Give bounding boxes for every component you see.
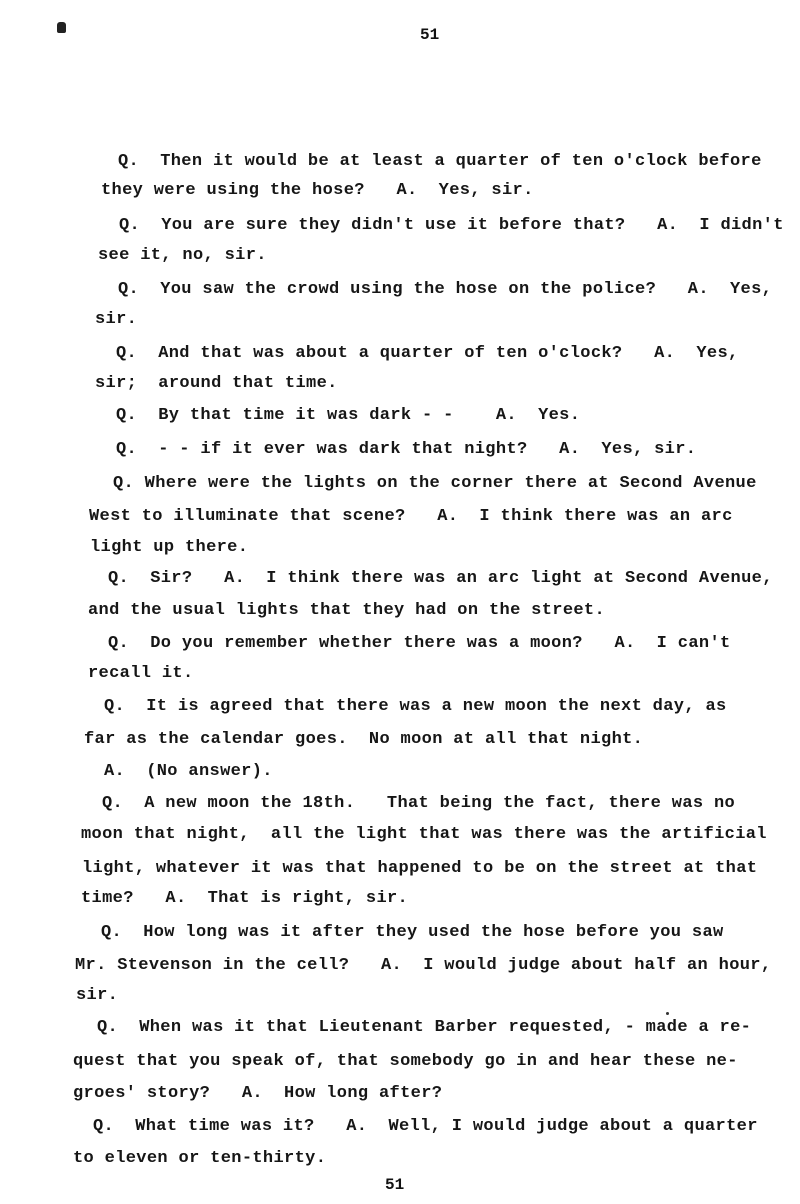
transcript-line: Q. What time was it? A. Well, I would judge about a quarter xyxy=(93,1117,758,1136)
transcript-line: Q. Do you remember whether there was a moon? A. I can't xyxy=(108,634,731,653)
transcript-line: Q. You saw the crowd using the hose on the police? A. Yes, xyxy=(118,280,773,299)
transcript-line: and the usual lights that they had on the street. xyxy=(88,601,606,620)
transcript-line: recall it. xyxy=(88,664,194,683)
transcript-line: light up there. xyxy=(90,538,249,557)
transcript-line: see it, no, sir. xyxy=(98,246,267,265)
transcript-line: Q. You are sure they didn't use it before that? A. I didn't xyxy=(119,216,784,235)
transcript-line: Q. By that time it was dark - - A. Yes. xyxy=(116,406,581,425)
transcript-line: Mr. Stevenson in the cell? A. I would judge about half an hour, xyxy=(75,956,772,975)
transcript-line: Q. A new moon the 18th. That being the fact, there was no xyxy=(102,794,736,813)
ink-speck xyxy=(666,1012,669,1015)
transcript-line: Q. - - if it ever was dark that night? A. Yes, sir. xyxy=(116,440,697,459)
transcript-line: sir; around that time. xyxy=(95,374,338,393)
transcript-line: they were using the hose? A. Yes, sir. xyxy=(101,181,534,200)
transcript-line: Q. When was it that Lieutenant Barber requested, - made a re- xyxy=(97,1018,752,1037)
page-number-bottom: 51 xyxy=(385,1176,405,1194)
transcript-line: Q. Sir? A. I think there was an arc light at Second Avenue, xyxy=(108,569,773,588)
transcript-line: moon that night, all the light that was there was the artificial xyxy=(81,825,767,844)
transcript-line: light, whatever it was that happened to be on the street at that xyxy=(82,859,758,878)
punch-hole-mark xyxy=(57,22,66,33)
page-number-top: 51 xyxy=(420,26,440,44)
transcript-line: sir. xyxy=(95,310,138,329)
transcript-line: to eleven or ten-thirty. xyxy=(73,1149,327,1168)
transcript-line: Q. How long was it after they used the hose before you saw xyxy=(101,923,724,942)
transcript-line: Q. Where were the lights on the corner there at Second Avenue xyxy=(113,474,757,493)
transcript-line: Q. And that was about a quarter of ten o'clock? A. Yes, xyxy=(116,344,739,363)
transcript-line: A. (No answer). xyxy=(104,762,273,781)
transcript-line: groes' story? A. How long after? xyxy=(73,1084,443,1103)
transcript-line: sir. xyxy=(76,986,119,1005)
transcript-line: Q. It is agreed that there was a new moon the next day, as xyxy=(104,697,727,716)
transcript-line: far as the calendar goes. No moon at all that night. xyxy=(84,730,644,749)
transcript-line: West to illuminate that scene? A. I think there was an arc xyxy=(89,507,733,526)
transcript-line: Q. Then it would be at least a quarter of ten o'clock before xyxy=(118,152,762,171)
transcript-line: time? A. That is right, sir. xyxy=(81,889,409,908)
transcript-line: quest that you speak of, that somebody go in and hear these ne- xyxy=(73,1052,738,1071)
